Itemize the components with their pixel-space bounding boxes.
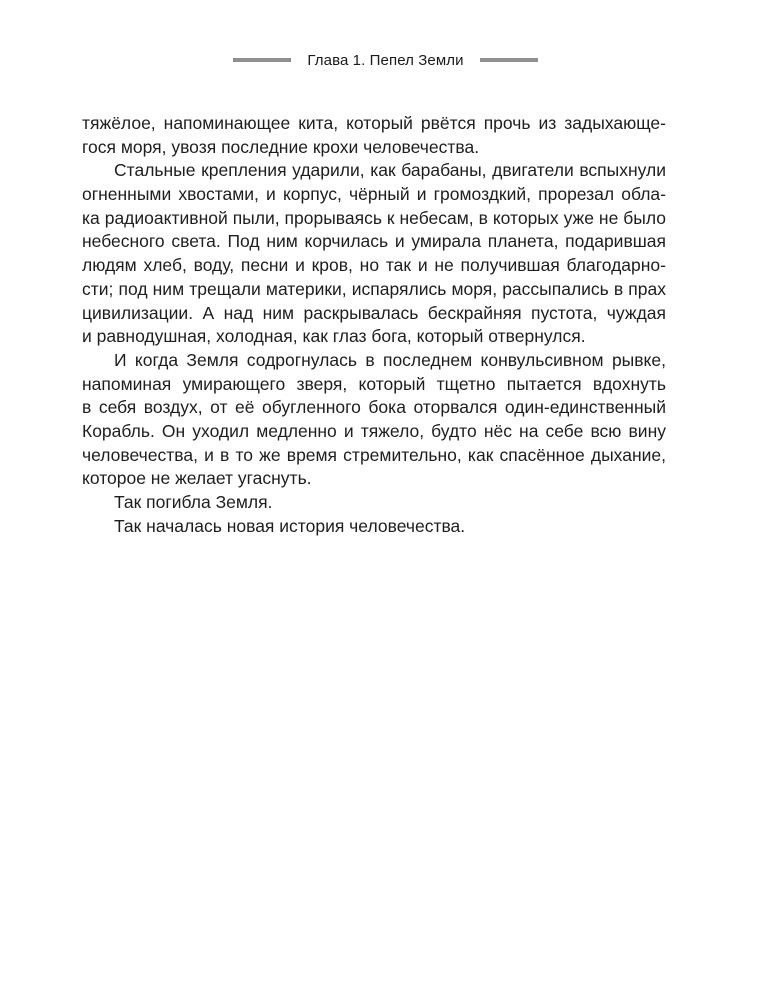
body-text — [82, 112, 666, 538]
text-line: человечества, и в то же время стремительно, как спасённое дыхание, — [82, 444, 666, 465]
text-line: людям хлеб, воду, песни и кров, но так и не получившая благодарно- — [82, 255, 666, 276]
text-line: И когда Земля содрогнулась в последнем конвульсивном рывке, — [114, 349, 666, 370]
text-line: Стальные крепления ударили, как барабаны, двигатели вспыхнули — [114, 160, 666, 181]
text-line: огненными хвостами, и корпус, чёрный и громоздкий, прорезал обла- — [82, 184, 666, 205]
text-line: тяжёлое, напоминающее кита, который рвётся прочь из задыхающе- — [82, 113, 666, 133]
text-line: ка радиоактивной пыли, прорываясь к небесам, в которых уже не было — [82, 207, 666, 228]
text-line: небесного света. Под ним корчилась и умирала планета, подарившая — [82, 231, 666, 252]
text-line: и равнодушная, холодная, как глаз бога, который отвернулся. — [82, 326, 586, 347]
header-rule-left — [233, 58, 291, 62]
chapter-title: Глава 1. Пепел Земли — [307, 51, 464, 69]
text-line: которое не желает угаснуть. — [82, 468, 312, 489]
header-rule-right — [480, 58, 538, 62]
running-header — [0, 49, 771, 71]
text-line: сти; под ним трещали материки, испарялись моря, рассыпались в прах — [82, 278, 666, 299]
text-line: цивилизации. А над ним раскрывалась бескрайняя пустота, чуждая — [82, 302, 666, 323]
text-line: в себя воздух, от её обугленного бока оторвался один-единственный — [82, 397, 666, 418]
text-line: Так началась новая история человечества. — [114, 515, 466, 536]
text-line: гося моря, увозя последние крохи человечества. — [82, 136, 480, 157]
text-line: Так погибла Земля. — [114, 492, 273, 512]
text-line: Корабль. Он уходил медленно и тяжело, будто нёс на себе всю вину — [82, 420, 666, 441]
text-line: напоминая умирающего зверя, который тщетно пытается вдохнуть — [82, 373, 666, 394]
